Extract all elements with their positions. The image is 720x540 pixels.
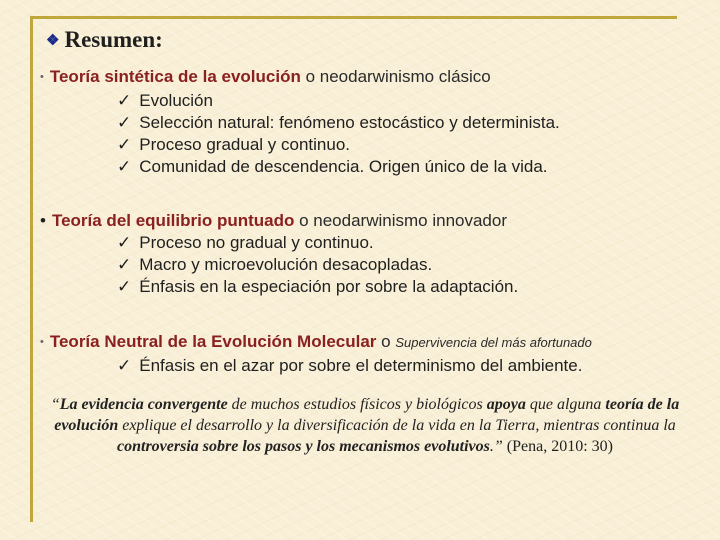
- check-icon: ✓: [117, 255, 132, 274]
- quote-text: explique el desarrollo y la diversificación de la vida en la Tierra, mientras continua la: [118, 417, 676, 434]
- quote-emphasis: controversia sobre los pasos y los mecanismos evolutivos: [117, 438, 490, 455]
- check-icon: ✓: [117, 113, 132, 132]
- item-text: Proceso no gradual y continuo.: [139, 233, 374, 252]
- item-text: Comunidad de descendencia. Origen único de la vida.: [139, 157, 548, 176]
- theory-alt-name: Supervivencia del más afortunado: [395, 335, 592, 350]
- section-synthetic-theory: [40, 66, 560, 178]
- feature-list: [40, 90, 560, 178]
- check-icon: ✓: [117, 233, 132, 252]
- quote-emphasis: apoya: [486, 396, 526, 413]
- check-icon: ✓: [117, 277, 132, 296]
- theory-alt-connector: o: [376, 332, 396, 351]
- section-neutral-theory: [40, 331, 592, 377]
- bullet-icon: •: [40, 336, 44, 348]
- section-heading: [40, 331, 592, 355]
- quote-text: .”: [489, 438, 507, 455]
- quote-text: de muchos estudios físicos y biológicos: [227, 396, 487, 413]
- list-item: [40, 232, 518, 254]
- item-text: Macro y microevolución desacopladas.: [139, 255, 433, 274]
- item-text: Evolución: [139, 91, 213, 110]
- quote-emphasis: La evidencia convergente: [59, 396, 228, 413]
- section-punctuated-equilibrium: [40, 210, 518, 298]
- quote-citation: (Pena, 2010: 30): [506, 438, 613, 455]
- item-text: Proceso gradual y continuo.: [139, 135, 350, 154]
- theory-name: Teoría sintética de la evolución: [49, 67, 301, 86]
- quote-text: que alguna: [525, 396, 606, 413]
- check-icon: ✓: [117, 157, 132, 176]
- frame-left-line: [30, 16, 33, 522]
- feature-list: [40, 355, 592, 377]
- list-item: [40, 90, 560, 112]
- list-item: [40, 156, 560, 178]
- list-item: [40, 276, 518, 298]
- list-item: [40, 134, 560, 156]
- check-icon: ✓: [117, 91, 132, 110]
- section-heading: [40, 210, 518, 232]
- theory-alt-name: o neodarwinismo innovador: [294, 211, 507, 230]
- list-item: [40, 112, 560, 134]
- title-text: Resumen:: [64, 27, 163, 52]
- slide-title: [46, 27, 163, 53]
- diamond-bullet-icon: ❖: [46, 33, 60, 49]
- check-icon: ✓: [117, 135, 132, 154]
- item-text: Selección natural: fenómeno estocástico y determinista.: [139, 113, 560, 132]
- feature-list: [40, 232, 518, 298]
- item-text: Énfasis en la especiación por sobre la adaptación.: [139, 277, 519, 296]
- quote-emphasis: teoría de la evolución: [54, 396, 680, 434]
- section-heading: [40, 66, 560, 90]
- bullet-icon: •: [40, 211, 46, 230]
- theory-name: Teoría Neutral de la Evolución Molecular: [49, 332, 377, 351]
- quote-text: “: [50, 396, 60, 413]
- theory-name: Teoría del equilibrio puntuado: [51, 211, 295, 230]
- citation-quote: [40, 394, 690, 457]
- check-icon: ✓: [117, 356, 132, 375]
- bullet-icon: •: [40, 71, 44, 83]
- frame-top-line: [30, 16, 677, 19]
- list-item: [40, 254, 518, 276]
- list-item: [40, 355, 592, 377]
- theory-alt-name: o neodarwinismo clásico: [300, 67, 491, 86]
- item-text: Énfasis en el azar por sobre el determinismo del ambiente.: [139, 356, 583, 375]
